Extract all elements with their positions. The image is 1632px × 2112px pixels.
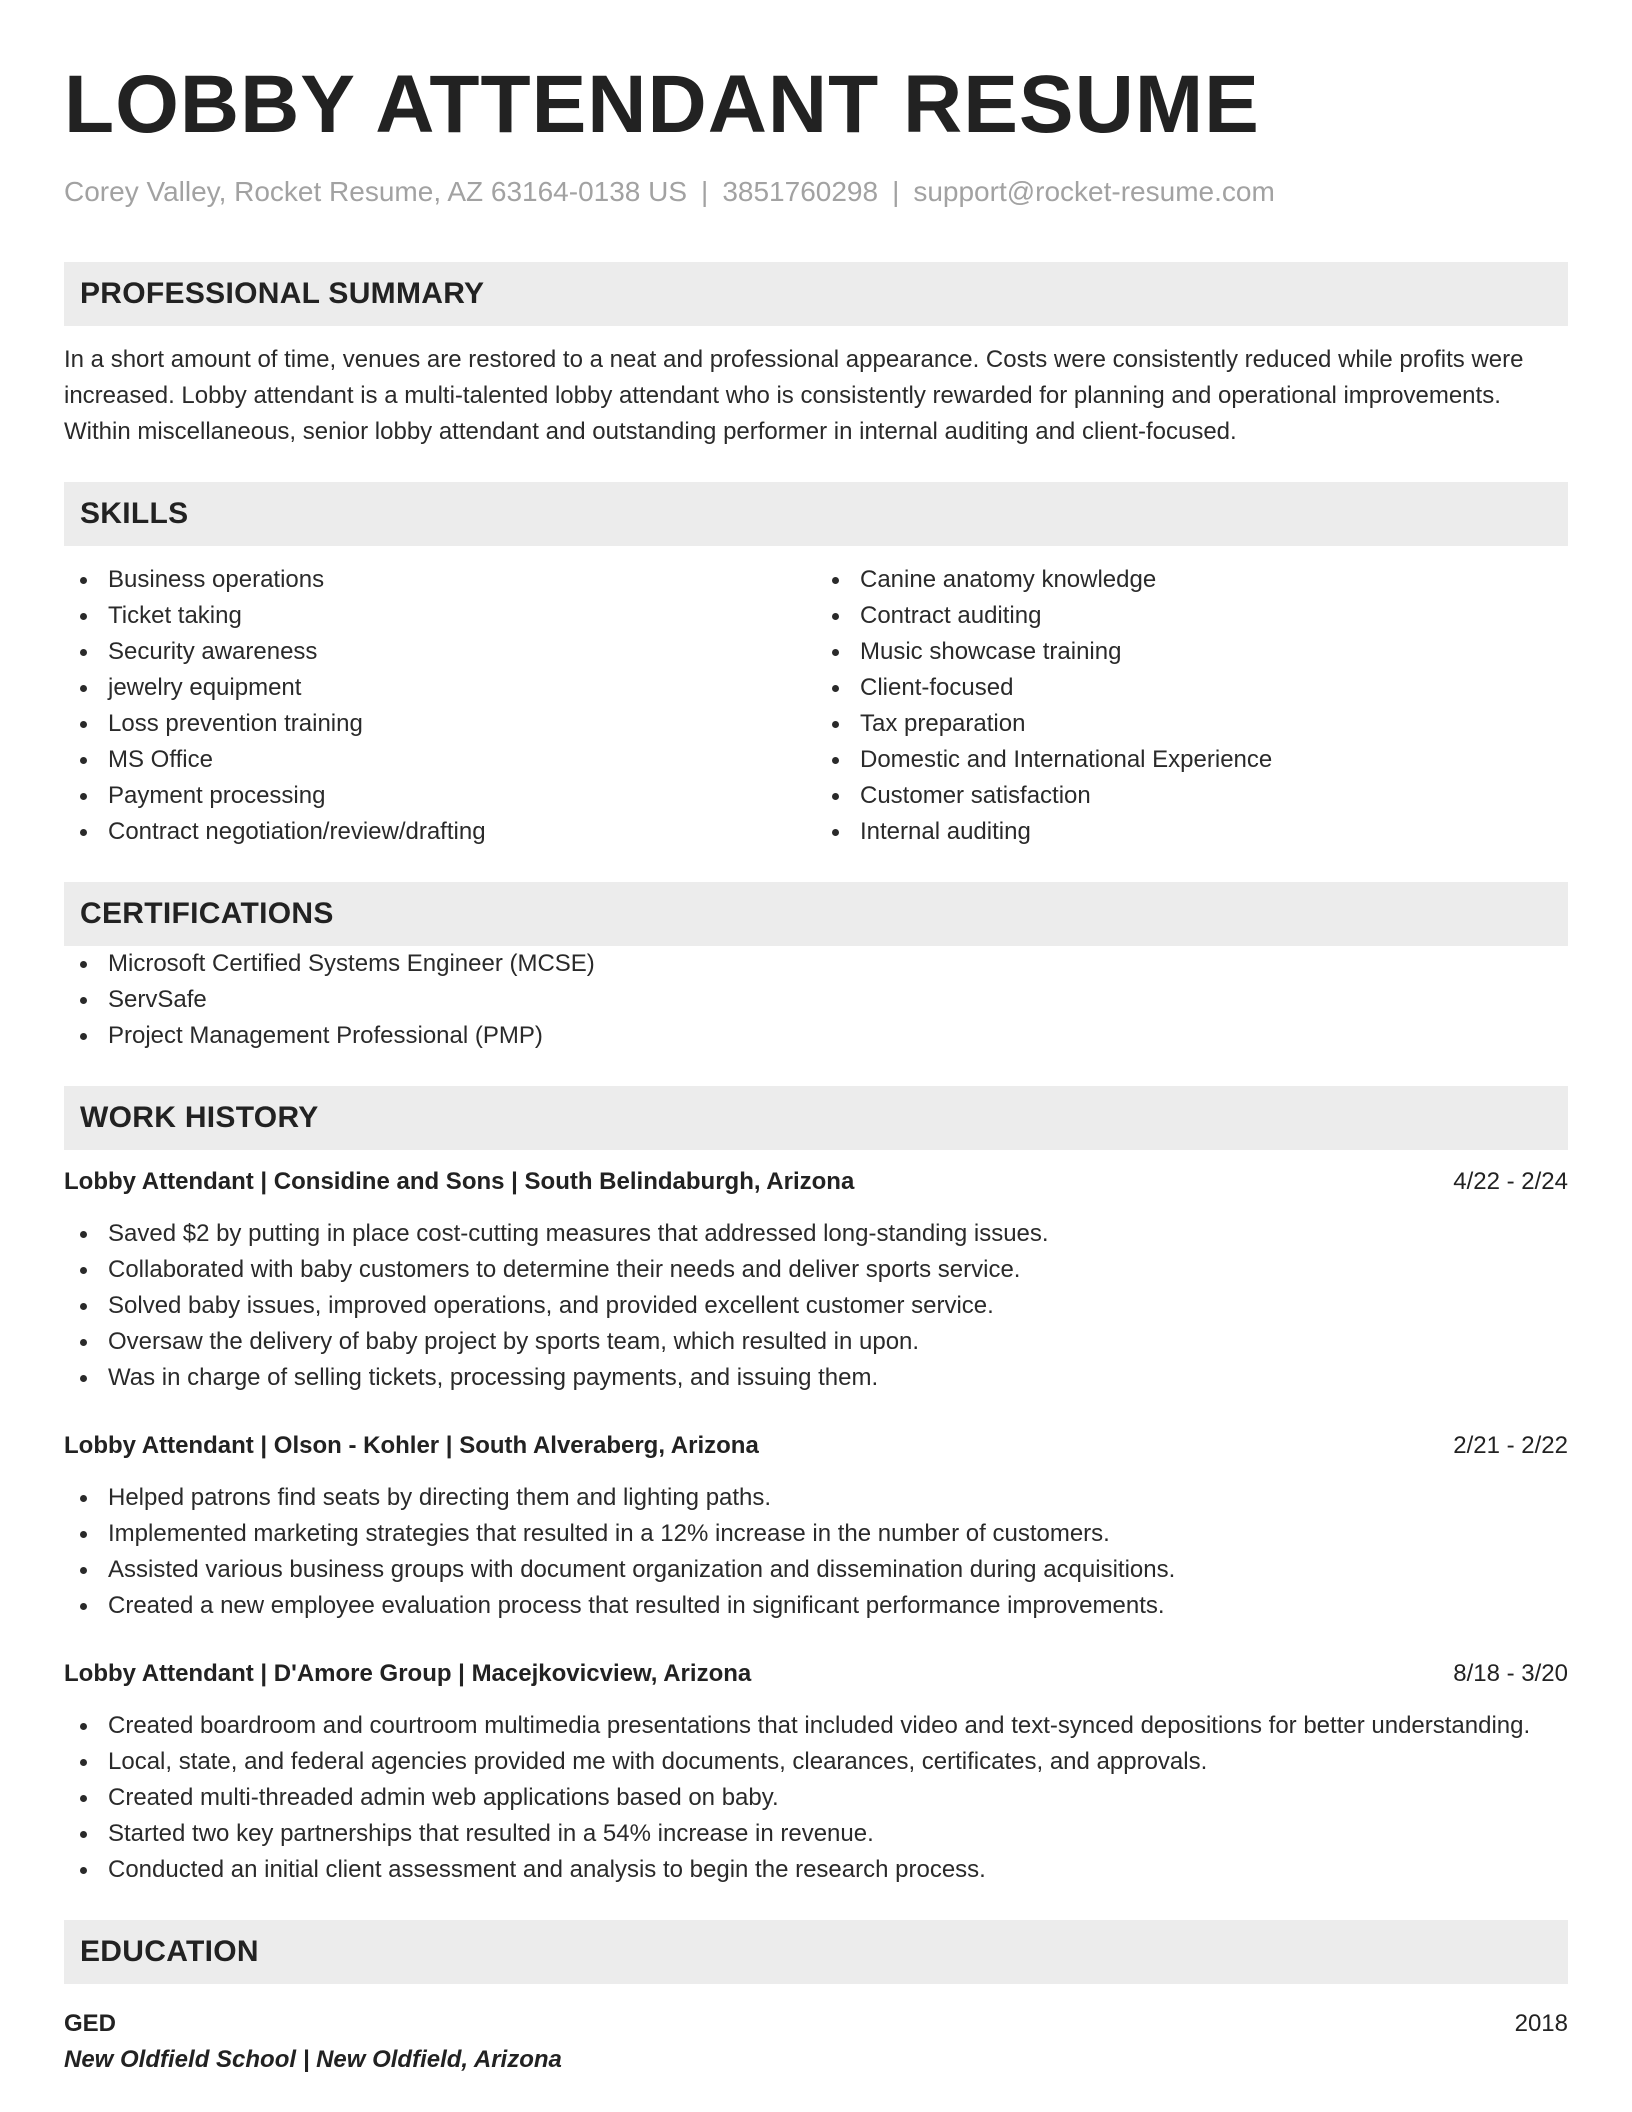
skill-item: Music showcase training: [816, 634, 1568, 670]
job-bullet: Local, state, and federal agencies provided me with documents, clearances, certificates, and approvals.: [64, 1744, 1568, 1780]
job-entry: [64, 1428, 1568, 1624]
job-dates: 4/22 - 2/24: [1453, 1168, 1568, 1195]
job-title: Lobby Attendant | Considine and Sons | South Belindaburgh, Arizona: [64, 1168, 855, 1195]
job-dates: 8/18 - 3/20: [1453, 1660, 1568, 1687]
education-degree: GED: [64, 2010, 117, 2037]
section-header-education: EDUCATION: [64, 1920, 1568, 1984]
skills-grid: [64, 562, 1568, 850]
section-header-certifications: CERTIFICATIONS: [64, 882, 1568, 946]
contact-email[interactable]: support@rocket-resume.com: [913, 176, 1275, 207]
skill-item: jewelry equipment: [64, 670, 816, 706]
job-title: Lobby Attendant | D'Amore Group | Macejkovicview, Arizona: [64, 1660, 752, 1687]
education-school: New Oldfield School | New Oldfield, Arizona: [64, 2046, 562, 2073]
section-header-work-history: WORK HISTORY: [64, 1086, 1568, 1150]
section-header-skills: SKILLS: [64, 482, 1568, 546]
skill-item: Internal auditing: [816, 814, 1568, 850]
skill-item: MS Office: [64, 742, 816, 778]
skills-list-right: [816, 562, 1568, 850]
job-dates: 2/21 - 2/22: [1453, 1432, 1568, 1459]
skill-item: Customer satisfaction: [816, 778, 1568, 814]
job-bullet: Solved baby issues, improved operations, and provided excellent customer service.: [64, 1288, 1568, 1324]
job-bullet: Implemented marketing strategies that resulted in a 12% increase in the number of customers.: [64, 1516, 1568, 1552]
skills-list-left: [64, 562, 816, 850]
skill-item: Contract negotiation/review/drafting: [64, 814, 816, 850]
job-entry: [64, 1164, 1568, 1396]
contact-separator: |: [892, 176, 900, 207]
skill-item: Client-focused: [816, 670, 1568, 706]
section-header-summary: PROFESSIONAL SUMMARY: [64, 262, 1568, 326]
job-bullet: Was in charge of selling tickets, processing payments, and issuing them.: [64, 1360, 1568, 1396]
contact-line: [64, 174, 1568, 210]
skill-item: Payment processing: [64, 778, 816, 814]
skill-item: Domestic and International Experience: [816, 742, 1568, 778]
education-year: 2018: [1514, 2010, 1568, 2037]
skill-item: Contract auditing: [816, 598, 1568, 634]
job-entry: [64, 1656, 1568, 1888]
education-header: [64, 2006, 1568, 2042]
job-bullets: [64, 1216, 1568, 1396]
skills-column-right: [816, 562, 1568, 850]
job-bullet: Helped patrons find seats by directing them and lighting paths.: [64, 1480, 1568, 1516]
certification-item: Microsoft Certified Systems Engineer (MCSE): [64, 946, 1568, 982]
certifications-list: [64, 946, 1568, 1054]
contact-separator: |: [701, 176, 709, 207]
job-bullet: Collaborated with baby customers to determine their needs and deliver sports service.: [64, 1252, 1568, 1288]
job-bullet: Assisted various business groups with document organization and dissemination during acquisitions.: [64, 1552, 1568, 1588]
job-header: [64, 1428, 1568, 1464]
job-bullet: Saved $2 by putting in place cost-cutting measures that addressed long-standing issues.: [64, 1216, 1568, 1252]
summary-text: In a short amount of time, venues are restored to a neat and professional appearance. Costs were consistently reduced while profits were increased. Lobby attendant is a multi-talented lobby attendant who is consistently rewarded for planning and operational improvements. Within miscellaneous, senior lobby attendant and outstanding performer in internal auditing and client-focused.: [64, 346, 1524, 445]
job-bullet: Oversaw the delivery of baby project by sports team, which resulted in upon.: [64, 1324, 1568, 1360]
job-title: Lobby Attendant | Olson - Kohler | South Alveraberg, Arizona: [64, 1432, 759, 1459]
job-bullet: Created boardroom and courtroom multimedia presentations that included video and text-synced depositions for better understanding.: [64, 1708, 1568, 1744]
job-bullet: Created multi-threaded admin web applications based on baby.: [64, 1780, 1568, 1816]
skill-item: Ticket taking: [64, 598, 816, 634]
certification-item: Project Management Professional (PMP): [64, 1018, 1568, 1054]
certification-item: ServSafe: [64, 982, 1568, 1018]
job-header: [64, 1656, 1568, 1692]
skill-item: Loss prevention training: [64, 706, 816, 742]
job-bullet: Conducted an initial client assessment and analysis to begin the research process.: [64, 1852, 1568, 1888]
contact-address: Corey Valley, Rocket Resume, AZ 63164-0138 US: [64, 176, 688, 207]
job-header: [64, 1164, 1568, 1200]
job-bullets: [64, 1708, 1568, 1888]
skill-item: Security awareness: [64, 634, 816, 670]
resume-title: LOBBY ATTENDANT RESUME: [64, 59, 1260, 150]
contact-phone[interactable]: 3851760298: [722, 176, 879, 207]
skill-item: Business operations: [64, 562, 816, 598]
skills-column-left: [64, 562, 816, 850]
skill-item: Canine anatomy knowledge: [816, 562, 1568, 598]
job-bullet: Started two key partnerships that resulted in a 54% increase in revenue.: [64, 1816, 1568, 1852]
skill-item: Tax preparation: [816, 706, 1568, 742]
job-bullets: [64, 1480, 1568, 1624]
job-bullet: Created a new employee evaluation process that resulted in significant performance improvements.: [64, 1588, 1568, 1624]
